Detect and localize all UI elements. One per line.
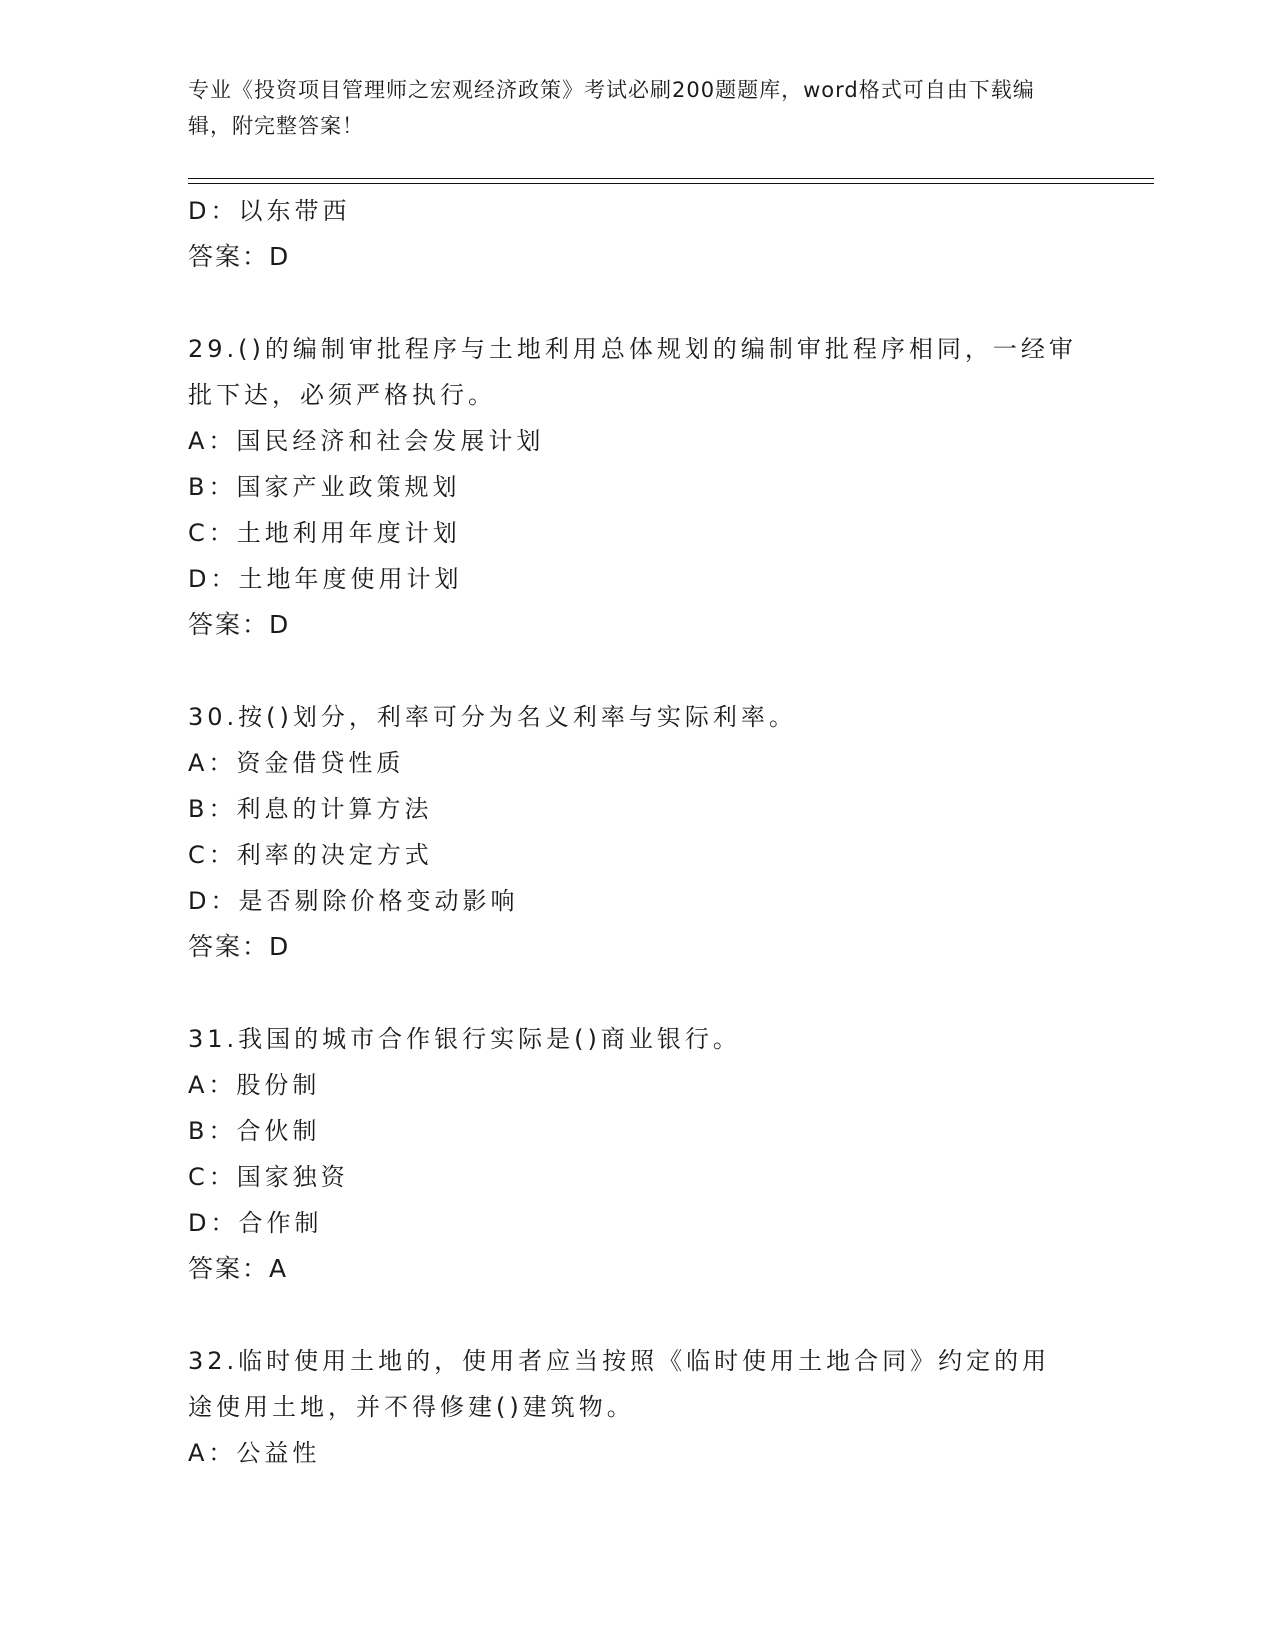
question-30-option-a: A：资金借贷性质 — [188, 749, 405, 777]
prev-answer: 答案：D — [188, 242, 291, 271]
question-29-answer: 答案：D — [188, 610, 291, 639]
question-29-stem: 29.()的编制审批程序与土地利用总体规划的编制审批程序相同，一经审批下达，必须严格执行。 — [188, 335, 1077, 409]
spacer — [188, 648, 1088, 694]
question-list — [188, 188, 1088, 1476]
question-31-option-b: B：合伙制 — [188, 1117, 321, 1145]
question-30-answer: 答案：D — [188, 932, 291, 961]
question-31-option-c: C：国家独资 — [188, 1163, 349, 1191]
question-32-stem: 32.临时使用土地的，使用者应当按照《临时使用土地合同》约定的用途使用土地，并不得修建()建筑物。 — [188, 1347, 1051, 1421]
question-30-option-b: B：利息的计算方法 — [188, 795, 433, 823]
question-29-option-a: A：国民经济和社会发展计划 — [188, 427, 545, 455]
question-31-option-a: A：股份制 — [188, 1071, 321, 1099]
question-31-stem: 31.我国的城市合作银行实际是()商业银行。 — [188, 1025, 741, 1053]
question-30-option-d: D：是否剔除价格变动影响 — [188, 887, 519, 915]
question-29-option-b: B：国家产业政策规划 — [188, 473, 461, 501]
question-31-option-d: D：合作制 — [188, 1209, 323, 1237]
question-31-answer: 答案：A — [188, 1254, 289, 1283]
question-32-option-a: A：公益性 — [188, 1439, 321, 1467]
question-30-stem: 30.按()划分，利率可分为名义利率与实际利率。 — [188, 703, 797, 731]
spacer — [188, 970, 1088, 1016]
question-29-option-c: C：土地利用年度计划 — [188, 519, 461, 547]
question-29-option-d: D：土地年度使用计划 — [188, 565, 463, 593]
prev-option-d: D：以东带西 — [188, 197, 351, 225]
spacer — [188, 280, 1088, 326]
header-rule-bottom — [188, 183, 1154, 184]
page-header: 专业《投资项目管理师之宏观经济政策》考试必刷200题题库，word格式可自由下载编辑，附完整答案！ — [188, 78, 1035, 138]
spacer — [188, 1292, 1088, 1338]
question-30-option-c: C：利率的决定方式 — [188, 841, 433, 869]
header-rule-top — [188, 178, 1154, 179]
